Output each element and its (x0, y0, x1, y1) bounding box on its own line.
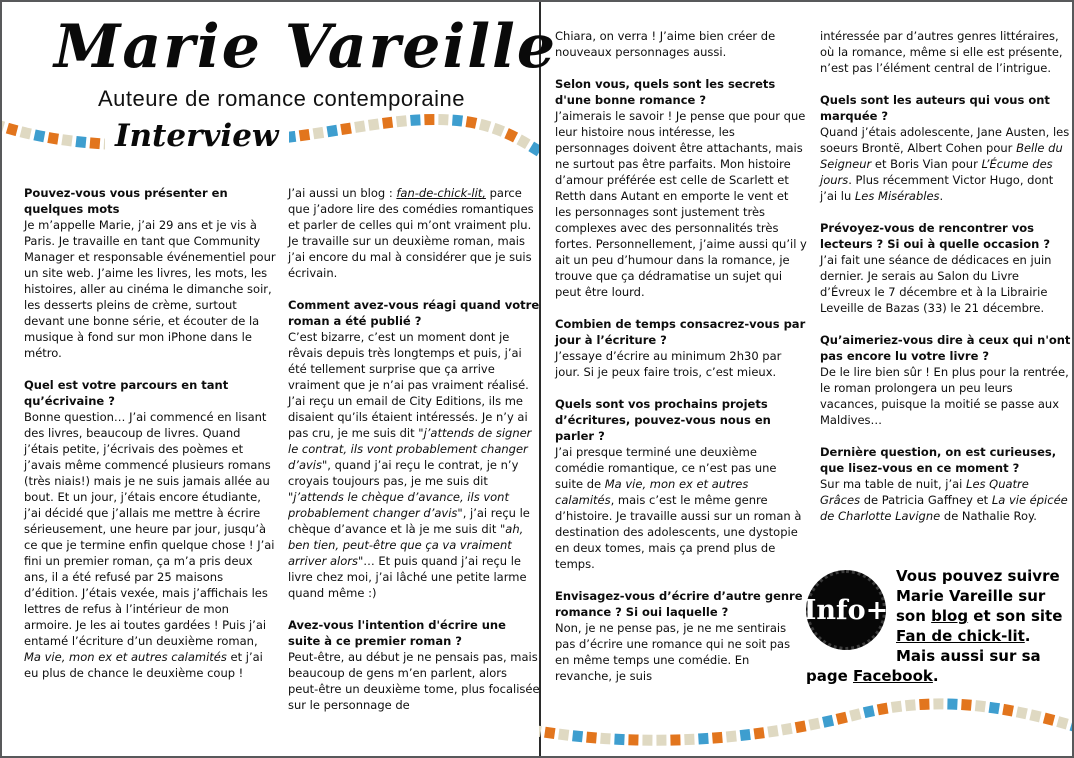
interview-question: Selon vous, quels sont les secrets d'une bonne romance ? (555, 77, 776, 107)
text-segment: J’ai fait une séance de dédicaces en juin dernier. Je serais au Salon du Livre d’Évreux le 7 décembre et à la Librairie Leveille de Bazas (33) le 21 décembre. (820, 253, 1052, 315)
interview-answer (820, 28, 1072, 76)
text-segment: De le lire bien sûr ! En plus pour la rentrée, le roman prolongera un peu leurs vacances, puisque la moitié se passe aux Maldives… (820, 365, 1069, 427)
interview-answer (555, 28, 807, 60)
text-segment: Les Quatre Grâces (820, 477, 1029, 507)
interview-answer (555, 444, 807, 572)
interview-question: Prévoyez-vous de rencontrer vos lecteurs ? Si oui à quelle occasion ? (820, 221, 1051, 251)
text-segment: . (1024, 627, 1031, 645)
interview-answer (820, 476, 1072, 524)
text-segment: et Boris Vian pour (871, 157, 982, 171)
interview-answer (555, 108, 807, 300)
author-name-title: Marie Vareille (54, 12, 558, 82)
text-segment: Peut-être, au début je ne pensais pas, mais beaucoup de gens m’en parlent, alors peut-être un deuxième tome, plus focalisée sur le personnage de (288, 650, 540, 712)
interview-answer (820, 252, 1072, 316)
interview-answer (288, 185, 540, 281)
interview-answer (820, 124, 1072, 204)
qa-block (555, 396, 807, 572)
text-segment: Je m’appelle Marie, j’ai 29 ans et je vis à Paris. Je travaille en tant que Community Manager et responsable événementiel pour un site web. J’aime les livres, les mots, les histoires, aller au cinéma le dimanche soir, les desserts pleins de crème, surtout devant une bonne série, et écouter de la musique à fond sur mon iPhone dans le métro. (24, 218, 276, 360)
interview-question: Quels sont les auteurs qui vous ont marquée ? (820, 93, 1050, 123)
inline-link[interactable]: fan-de-chick-lit, (396, 186, 486, 200)
qa-block (288, 185, 540, 281)
qa-block (820, 92, 1072, 204)
text-segment: ", quand j’ai reçu le contrat, je n’y croyais toujours pas, je me suis dit " (288, 458, 519, 504)
qa-block (24, 377, 276, 681)
text-segment: . (939, 189, 944, 203)
interview-question: Pouvez-vous vous présenter en quelques mots (24, 186, 228, 216)
text-column-3 (555, 28, 807, 700)
info-plus-badge-label: Info+ (803, 594, 889, 626)
interview-answer (288, 649, 540, 713)
text-segment: Mais aussi sur sa page (806, 647, 1041, 685)
interview-question: Avez-vous l'intention d'écrire une suite à ce premier roman ? (288, 618, 506, 648)
qa-block (820, 332, 1072, 428)
qa-block (820, 220, 1072, 316)
info-text-2 (806, 646, 1072, 686)
interview-answer (555, 620, 807, 684)
info-plus-box (803, 566, 1072, 686)
qa-block (555, 76, 807, 300)
text-column-1 (24, 185, 276, 697)
text-segment: Chiara, on verra ! J’aime bien créer de nouveaux personnages aussi. (555, 29, 776, 59)
text-segment: , mais c’est le même genre d’histoire. Je travaille aussi sur un roman à destination des adolescents, une dystopie en deux tomes, mais ça prend plus de temps. (555, 493, 802, 571)
interview-answer (24, 409, 276, 681)
text-segment: Quand j’étais adolescente, Jane Austen, les soeurs Brontë, Albert Cohen pour (820, 125, 1070, 155)
qa-block (288, 617, 540, 713)
interview-answer (288, 329, 540, 601)
text-segment: J’ai aussi un blog : (288, 186, 397, 200)
text-segment: et son site (968, 607, 1063, 625)
qa-block (288, 297, 540, 601)
text-segment: . Plus récemment Victor Hugo, dont j’ai lu (820, 173, 1054, 203)
text-segment: Belle du Seigneur (820, 141, 1063, 171)
interview-question: Envisagez-vous d’écrire d’autre genre romance ? Si oui laquelle ? (555, 589, 803, 619)
decorative-wave-footer (539, 690, 1074, 758)
text-segment: ah, ben tien, peut-être que ça va vraiment arriver alors (288, 522, 524, 568)
interview-question: Dernière question, on est curieuses, que lisez-vous en ce moment ? (820, 445, 1057, 475)
inline-link[interactable]: blog (931, 607, 969, 625)
interview-question: Quels sont vos prochains projets d’écritures, pouvez-vous nous en parler ? (555, 397, 771, 443)
text-segment: . (932, 667, 939, 685)
text-segment: "… Et puis quand j’ai reçu le livre chez moi, j’ai lâché une petite larme quand même :) (288, 554, 527, 600)
qa-block (24, 185, 276, 361)
inline-link[interactable]: Fan de chick-lit (896, 627, 1025, 645)
text-segment: j’attends le chèque d’avance, ils vont probablement changer d’avis (288, 490, 509, 520)
text-segment: J’aimerais le savoir ! Je pense que pour que leur histoire nous intéresse, les personnages doivent être attachants, mais ne surtout pas être parfaits. Mon histoire d’amour préférée est celle de Scarlett et Retth dans Autant en emporte le vent et les personnages sont justement très complexes avec des personnalités très fortes. Personnellement, j’aime aussi qu’il y ait un peu d’humour dans la romance, je trouve que ça dédramatise un sujet qui peut être lourd. (555, 109, 807, 299)
interview-question: Comment avez-vous réagi quand votre roman a été publié ? (288, 298, 540, 328)
interview-question: Quel est votre parcours en tant qu’écrivaine ? (24, 378, 229, 408)
info-plus-badge (803, 570, 889, 650)
qa-block (820, 28, 1072, 76)
text-segment: de Nathalie Roy. (940, 509, 1037, 523)
text-segment: Les Misérables (854, 189, 940, 203)
interview-answer (24, 217, 276, 361)
section-label-interview: Interview (105, 118, 289, 154)
text-segment: Non, je ne pense pas, je ne me sentirais pas d’écrire une romance qui ne soit pas en même temps une comédie. En revanche, je suis (555, 621, 791, 683)
text-segment: ", j’ai reçu le chèque d’avance et là je me suis dit " (288, 506, 530, 536)
text-segment: de Patricia Gaffney et (860, 493, 992, 507)
text-segment: C’est bizarre, c’est un moment dont je rêvais depuis très longtemps et puis, j’ai été tellement surprise que ça arrive vraiment que je n’ai pas vraiment réalisé. J’ai reçu un email de City Editions, ils me disaient qu’ils étaient intéressés. Je n’y ai pas cru, je me suis dit " (288, 330, 529, 440)
text-segment: Sur ma table de nuit, j’ai (820, 477, 967, 491)
author-subtitle: Auteure de romance contemporaine (98, 86, 465, 111)
text-segment: La vie épicée de Charlotte Lavigne (820, 493, 1068, 523)
text-segment: Vous pouvez suivre Marie Vareille sur son (896, 567, 1060, 625)
text-segment: intéressée par d’autres genres littéraires, où la romance, même si elle est présente, n’est pas l’élément central de l’intrigue. (820, 29, 1063, 75)
text-segment: j’attends de signer le contrat, ils vont probablement changer d’avis (288, 426, 532, 472)
interview-question: Qu’aimeriez-vous dire à ceux qui n'ont pas encore lu votre livre ? (820, 333, 1071, 363)
text-segment: Bonne question… J’ai commencé en lisant des livres, beaucoup de livres. Quand j’étais petite, j’écrivais des poèmes et j’avais même commencé plusieurs romans (très niais!) mais je ne suis jamais allée au bout. Et un jour, j’étais encore étudiante, j’ai décidé que j’allais me mettre à écrire sérieusement, une heure par jour, jusqu’à ce que je termine enfin quelque chose ! J’ai fini un premier roman, ça m’a pris deux ans, il a été refusé par 25 maisons d’édition. J’étais vexée, mais j’affichais les lettres de refus à l’intérieur de mon armoire. Je les ai toutes gardées ! Puis j’ai entamé l’écriture d’un deuxième roman, (24, 410, 275, 648)
interview-answer (555, 348, 807, 380)
qa-block (555, 588, 807, 684)
qa-block (555, 316, 807, 380)
interview-answer (820, 364, 1072, 428)
text-segment: J’ai presque terminé une deuxième comédie romantique, ce n’est pas une suite de (555, 445, 777, 491)
text-segment: Ma vie, mon ex et autres calamités (555, 477, 749, 507)
qa-block (820, 444, 1072, 524)
text-column-2 (288, 185, 540, 729)
text-segment: Ma vie, mon ex et autres calamités (24, 650, 227, 664)
text-column-4 (820, 28, 1072, 540)
interview-question: Combien de temps consacrez-vous par jour à l’écriture ? (555, 317, 806, 347)
text-segment: J’essaye d’écrire au minimum 2h30 par jour. Si je peux faire trois, c’est mieux. (555, 349, 782, 379)
qa-block (555, 28, 807, 60)
inline-link[interactable]: Facebook (853, 667, 933, 685)
text-segment: L’Écume des jours (820, 157, 1053, 187)
text-segment: parce que j’adore lire des comédies romantiques et parler de celles qui m’ont vraiment plu. Je travaille sur un deuxième roman, mais j’ai encore du mal à considérer que je suis écrivain. (288, 186, 534, 280)
text-segment: et j’ai eu plus de chance le deuxième coup ! (24, 650, 263, 680)
